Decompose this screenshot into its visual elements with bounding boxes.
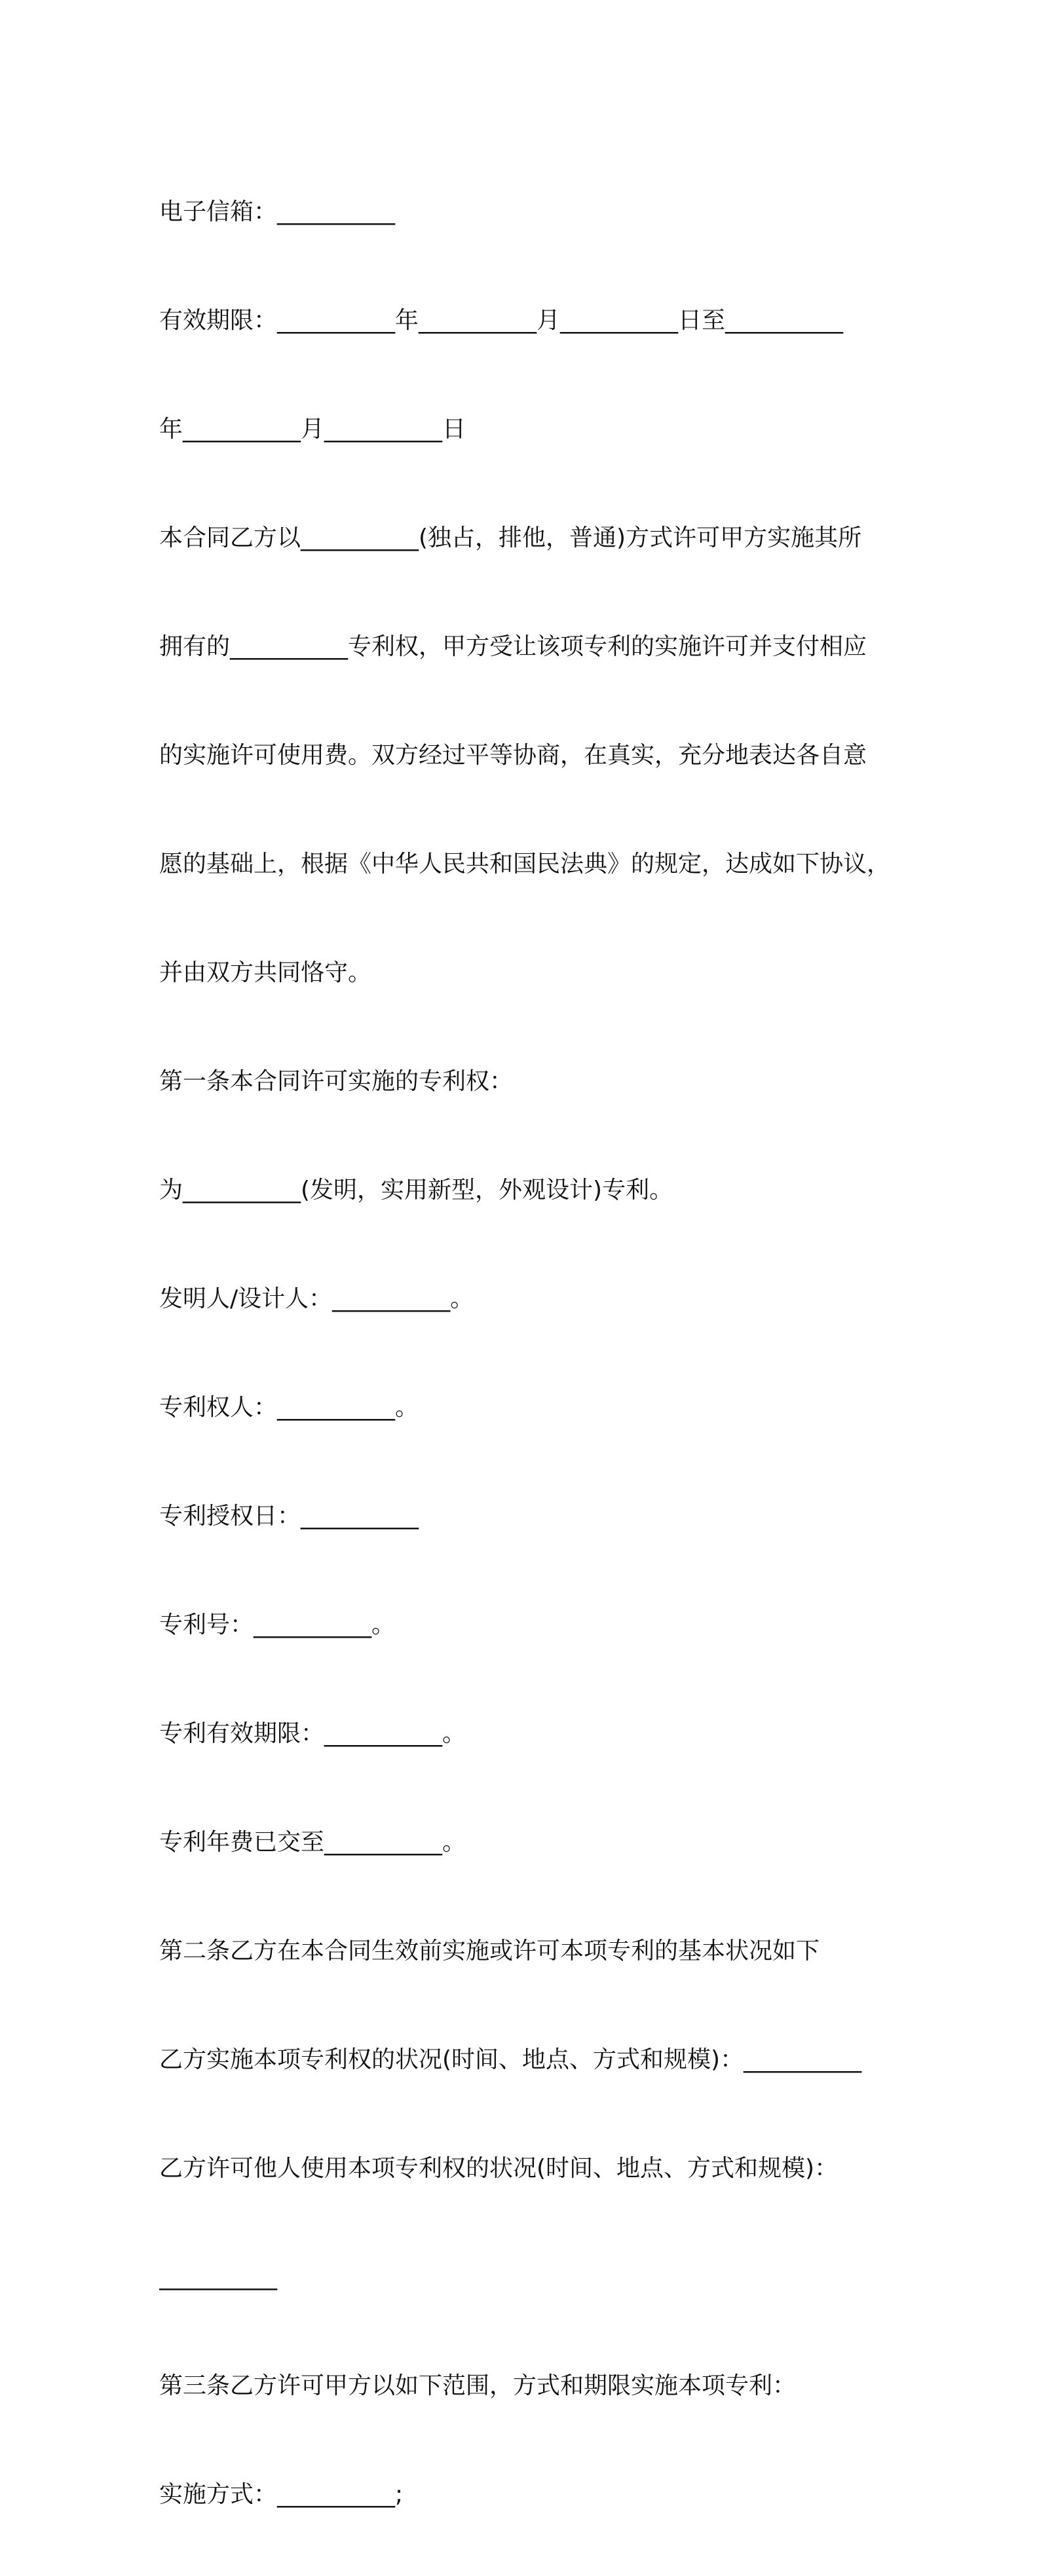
article-1-heading: 第一条本合同许可实施的专利权：	[159, 1068, 514, 1095]
contract-preamble-line-4: 愿的基础上，根据《中华人民共和国民法典》的规定，达成如下协议，	[159, 851, 891, 877]
own-implementation-line: 乙方实施本项专利权的状况(时间、地点、方式和规模)：__________	[159, 2046, 862, 2073]
validity-period-line: 有效期限：__________年__________月__________日至__________	[159, 307, 844, 334]
implementation-method-line: 实施方式：__________;	[159, 2481, 404, 2508]
email-line: 电子信箱：__________	[159, 198, 396, 225]
grant-date-line: 专利授权日：__________	[159, 1503, 419, 1530]
inventor-line: 发明人/设计人：__________。	[159, 1285, 474, 1312]
contract-preamble-line-3: 的实施许可使用费。双方经过平等协商，在真实，充分地表达各自意	[159, 742, 867, 769]
contract-preamble-line-5: 并由双方共同恪守。	[159, 959, 372, 986]
contract-preamble-line-1: 本合同乙方以__________(独占，排他，普通)方式许可甲方实施其所	[159, 524, 862, 551]
patentee-line: 专利权人：__________。	[159, 1394, 419, 1421]
article-3-heading: 第三条乙方许可甲方以如下范围，方式和期限实施本项专利：	[159, 2372, 797, 2399]
annual-fee-line: 专利年费已交至__________。	[159, 1829, 466, 1856]
patent-type-line: 为__________(发明，实用新型，外观设计)专利。	[159, 1177, 673, 1204]
article-2-heading: 第二条乙方在本合同生效前实施或许可本项专利的基本状况如下	[159, 1938, 820, 1964]
patent-validity-line: 专利有效期限：__________。	[159, 1720, 466, 1747]
document-body	[159, 131, 893, 2576]
contract-preamble-line-2: 拥有的__________专利权，甲方受让该项专利的实施许可并支付相应	[159, 633, 867, 660]
third-party-license-line: 乙方许可他人使用本项专利权的状况(时间、地点、方式和规模)：	[159, 2155, 839, 2182]
patent-number-line: 专利号：__________。	[159, 1611, 396, 1638]
validity-period-end-line: 年__________月__________日	[159, 416, 466, 443]
third-party-license-blank: __________	[159, 2264, 277, 2291]
